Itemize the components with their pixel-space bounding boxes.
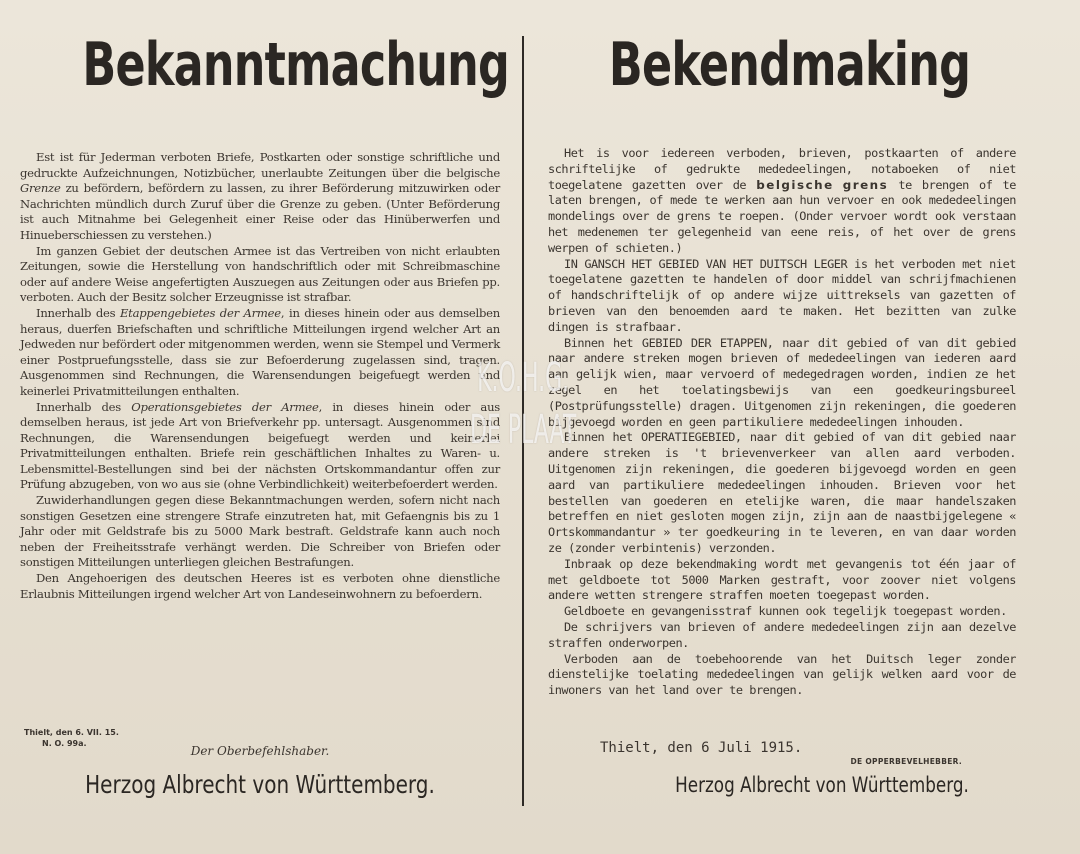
paragraph-text: IN GANSCH HET GEBIED VAN HET DUITSCH LEGER is het verboden met niet toegelatene gazetten te handelen of door middel van schrijfmachienen of handschriftelijk of op andere wijze uittreksels van gazetten of brieven van den benoemden aard te maken. Het bezitten van zulke dingen is strafbaar. — [548, 256, 1016, 334]
emphasized-text: Grenze — [20, 181, 61, 196]
german-body — [20, 150, 500, 602]
paragraph-text: Innerhalb des — [36, 399, 132, 414]
paragraph — [20, 306, 500, 400]
watermark — [470, 352, 576, 456]
paragraph-text: Zuwiderhandlungen gegen diese Bekanntmachungen werden, sofern nicht nach sonstigen Gesetzen eine strengere Strafe einzutreten hat, mit Gefaengnis bis zu 1 Jahr oder mit Geldstrafe bis zu 5000 Mark bestraft. Geldstrafe kann auch noch neben der Freiheitsstrafe verhängt werden. Die Schreiber von Briefen oder sonstigen Mitteilungen unterliegen gleichen Bestrafungen. — [20, 493, 500, 570]
german-signature: Herzog Albrecht von Württemberg. — [85, 770, 435, 799]
paragraph — [20, 244, 500, 306]
paragraph-text: De schrijvers van brieven of andere mededeelingen zijn aan dezelve straffen onderworpen. — [548, 619, 1016, 650]
paragraph — [548, 146, 1016, 257]
paragraph — [548, 336, 1016, 431]
german-place-date: Thielt, den 6. VII. 15. — [24, 728, 119, 737]
dutch-commander-title: DE OPPERBEVELHEBBER. — [850, 757, 962, 766]
paragraph-text: Innerhalb des — [36, 305, 120, 320]
dutch-title: Bekendmaking — [608, 30, 971, 100]
paragraph-text: zu befördern, befördern zu lassen, zu ihrer Beförderung mitzuwirken oder Nachrichten mündlich durch Zuruf über die Grenze zu geben. (Unter Beförderung ist auch Mitnahme bei Gelegenheit einer Reise oder das Hinüberwerfen und Hinueberschiessen zu verstehen.) — [20, 181, 500, 242]
dutch-place-date: Thielt, den 6 Juli 1915. — [600, 740, 803, 756]
paragraph-text: Inbraak op deze bekendmaking wordt met gevangenis tot één jaar of met geldboete tot 5000 Marken gestraft, voor zoover niet volgens andere wetten strengere straffen moeten toegepast worden. — [548, 556, 1016, 603]
paragraph-text: Binnen het OPERATIEGEBIED, naar dit gebied of van dit gebied naar andere streken is 't brievenverkeer van allen aard verboden. Uitgenomen zijn rekeningen, die goederen bijgevoegd worden en geen aard van partikuliere mededeelingen inhouden. Brieven voor het bestellen van goederen en etelijke waren, die maar handelszaken betreffen en niet gesloten mogen zijn, zijn aan de naastbijgelegene « Ortskommandantur » ter goedkeuring in te leveren, en van daar worden ze (zonder verbintenis) verzonden. — [548, 430, 1016, 555]
german-title: Bekanntmachung — [82, 30, 510, 100]
paragraph-text: Den Angehoerigen des deutschen Heeres ist es verboten ohne dienstliche Erlaubnis Mitteilungen irgend welcher Art von Landeseinwohnern zu befoerdern. — [20, 571, 500, 601]
paragraph — [548, 557, 1016, 604]
paragraph-text: Het is voor iedereen verboden, brieven, postkaarten of andere schriftelijke of gedrukte mededeelingen, notaboeken of niet toegelatene gazetten over de — [548, 146, 1016, 192]
german-commander-title: Der Oberbefehlshaber. — [190, 744, 330, 758]
paragraph-text: Im ganzen Gebiet der deutschen Armee ist das Vertreiben von nicht erlaubten Zeitungen, sowie die Herstellung von handschriftlich oder mit Schreibmaschine oder auf andere Weise angefertigten Auszuegen aus Zeitungen oder aus Briefen pp. verboten. Auch der Besitz solcher Erzeugnisse ist strafbar. — [20, 243, 500, 305]
paragraph-text: te brengen of te laten brengen, of mede te werken aan hun vervoer en ook mededeelingen mondelings over de grens te roepen. (Onder vervoer wordt ook verstaan het medenemen ter gelegenheid van eene reis, of het over de grens werpen of schieten.) — [548, 177, 1016, 255]
paragraph — [20, 493, 500, 571]
paragraph — [548, 620, 1016, 652]
dutch-body — [548, 146, 1016, 699]
paragraph — [548, 430, 1016, 556]
dutch-signature: Herzog Albrecht von Württemberg. — [675, 773, 969, 797]
paragraph-text: Est ist für Jederman verboten Briefe, Postkarten oder sonstige schriftliche und gedruckte Aufzeichnungen, Notizbücher, unerlaubte Zeitungen über die belgische — [20, 150, 500, 180]
paragraph — [20, 400, 500, 494]
paragraph-text: , in dieses hinein oder aus demselben heraus, ist jede Art von Briefverkehr pp. untersagt. Ausgenommen sind Rechnungen, die Warensendungen beigefuegt werden und keinerlei Privatmitteilungen enthalten. Briefe rein geschäftlichen Inhaltes zu Waren- u. Lebensmittel-Bestellungen sind bei der nächsten Ortskommandantur offen zur Prüfung abzugeben, von wo aus sie (ohne Verbindlichkeit) weiterbefoerdert werden. — [20, 399, 501, 492]
watermark-line-2: DE PLAAT — [470, 407, 577, 453]
emphasized-text: Etappengebietes der Armee — [119, 305, 281, 320]
watermark-line-1: K.O.H.G. — [477, 355, 570, 401]
paragraph — [20, 571, 500, 602]
paragraph — [548, 257, 1016, 336]
paragraph — [548, 652, 1016, 699]
emphasized-text: belgische grens — [756, 177, 889, 192]
paragraph-text: Geldboete en gevangenisstraf kunnen ook tegelijk toegepast worden. — [564, 604, 1007, 619]
paragraph-text: Binnen het GEBIED DER ETAPPEN, naar dit gebied of van dit gebied naar andere streken mogen brieven of mededeelingen van iederen aard aan gelijk wien, maar vervoerd of medegedragen worden, indien ze het zegel en het toelatingsbewijs van een goedkeuringsbureel (Postprüfungsstelle) dragen. Uitgenomen zijn rekeningen, die goederen bijgevoegd worden en geen partikuliere mededeelingen inhouden. — [548, 335, 1016, 429]
paragraph — [20, 150, 500, 244]
emphasized-text: Operationsgebietes der Armee — [131, 399, 319, 414]
paragraph — [548, 604, 1016, 620]
paragraph-text: Verboden aan de toebehoorende van het Duitsch leger zonder dienstelijke toelating mededeelingen van gelijk welken aard voor de inwoners van het land over te brengen. — [548, 651, 1016, 698]
paragraph-text: , in dieses hinein oder aus demselben heraus, duerfen Briefschaften und schriftliche Mitteilungen irgend welcher Art an Jedweden nur befördert oder mitgenommen werden, wenn sie Stempel und Vermerk einer Postpruefungsstelle, dass sie zur Befoerderung zugelassen sind, tragen. Ausgenommen sind Rechnungen, die Warensendungen beigefuegt werden und keinerlei Privatmitteilungen enthalten. — [20, 305, 500, 398]
german-reference: N. O. 99a. — [42, 739, 87, 748]
